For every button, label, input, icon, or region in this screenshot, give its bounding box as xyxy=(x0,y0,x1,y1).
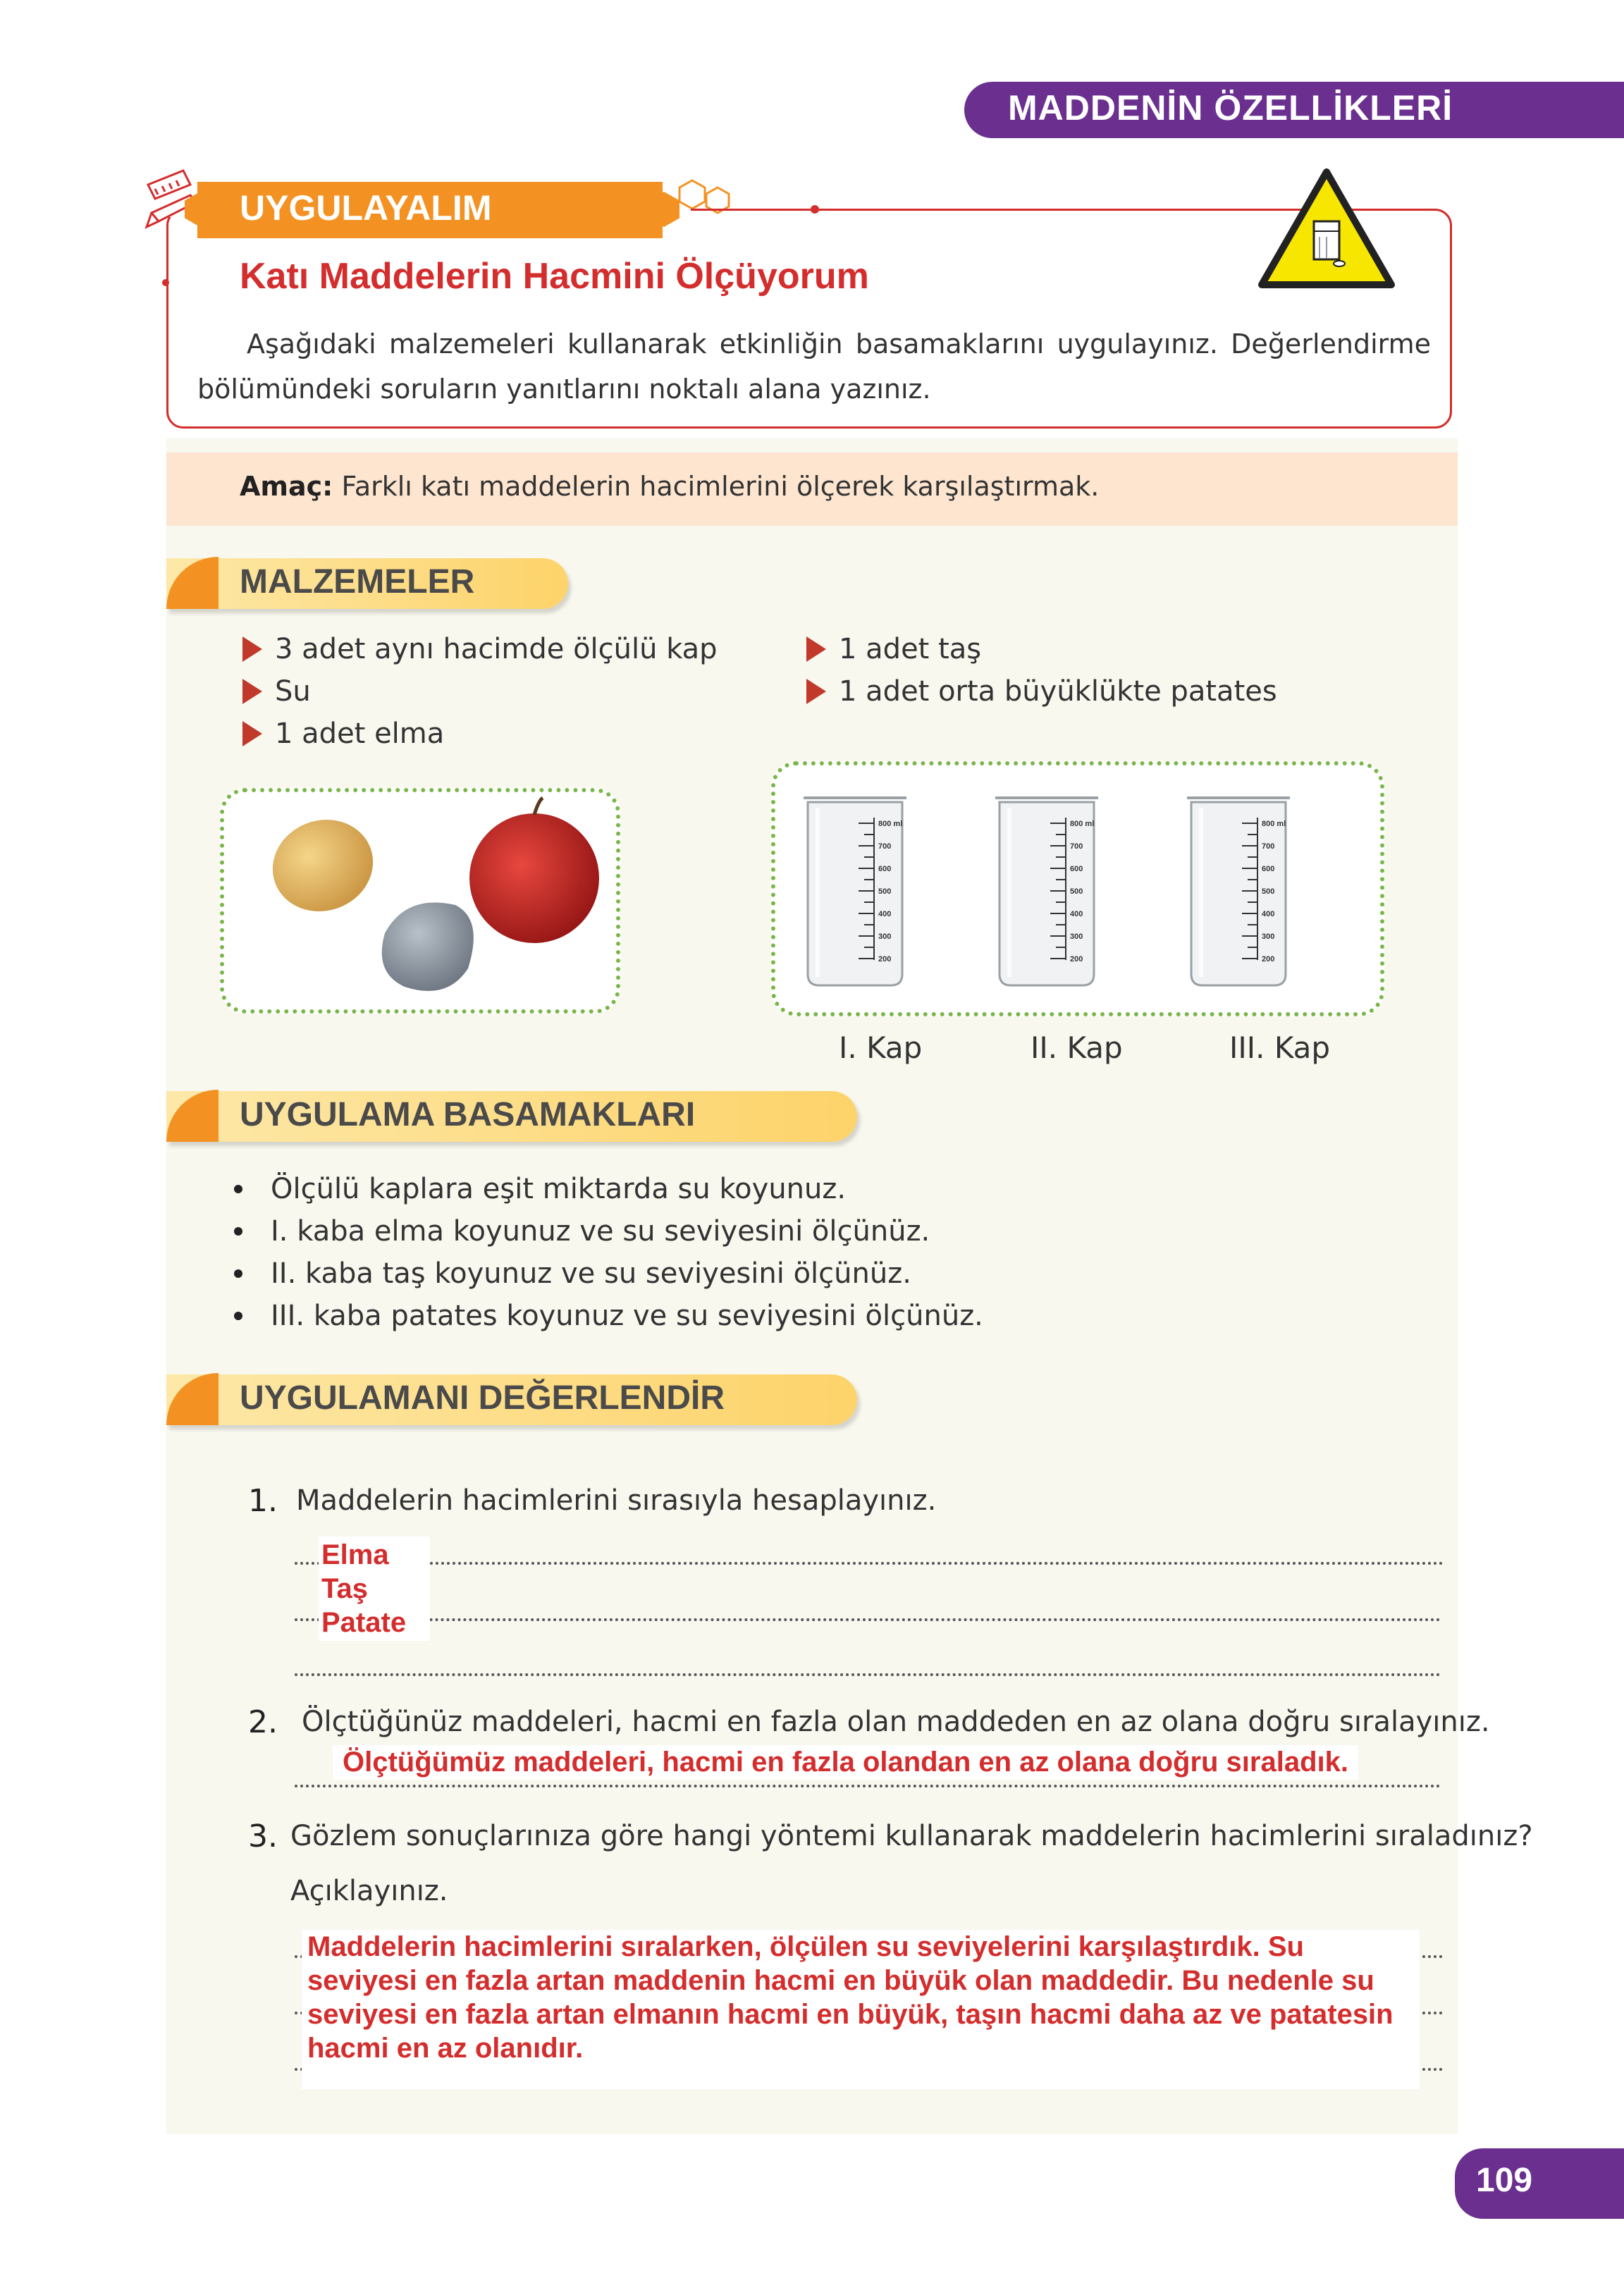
aim-label: Amaç: xyxy=(240,471,333,502)
connector-line xyxy=(691,209,811,211)
step-item: II. kaba taş koyunuz ve su seviyesini ölçünüz. xyxy=(234,1257,911,1290)
question-text-continued: Açıklayınız. xyxy=(290,1875,448,1907)
answer-q2: Ölçtüğümüz maddeleri, hacmi en fazla olandan en az olana doğru sıraladık. xyxy=(333,1745,1358,1780)
connector-dot xyxy=(162,279,169,286)
aim-content: Farklı katı maddelerin hacimlerini ölçerek karşılaştırmak. xyxy=(341,471,1100,502)
answer-q1: Elma Taş Patate xyxy=(319,1537,430,1641)
step-item: III. kaba patates koyunuz ve su seviyesini ölçünüz. xyxy=(234,1300,983,1332)
beakers-image-box xyxy=(771,761,1384,1016)
triangle-bullet-icon xyxy=(806,679,826,704)
question-number: 2. xyxy=(248,1704,278,1740)
answer-q3: Maddelerin hacimlerini sıralarken, ölçülen su seviyelerini karşılaştırdık. Su seviyesi en fazla artan maddenin hacmi en büyük olan maddedir. Bu nedenle su seviyesi en fazla artan elmanın hacmi en büyük, taşın hacmi daha az ve patatesin hacmi en az olanıdır. xyxy=(302,1930,1420,2089)
steps-title: UYGULAMA BASAMAKLARI xyxy=(240,1096,696,1133)
hex-outline-decoration xyxy=(678,178,734,220)
material-item: Su xyxy=(242,675,311,708)
beaker-label: I. Kap xyxy=(839,1030,923,1065)
bullet-icon xyxy=(234,1312,242,1320)
svg-text:800 ml: 800 ml xyxy=(878,820,903,828)
triangle-bullet-icon xyxy=(242,679,262,704)
triangle-bullet-icon xyxy=(242,636,262,662)
triangle-bullet-icon xyxy=(806,636,826,662)
aim-text xyxy=(240,471,1099,502)
activity-title: Katı Maddelerin Hacmini Ölçüyorum xyxy=(240,256,869,297)
svg-text:300: 300 xyxy=(878,932,892,941)
answer-line xyxy=(295,1562,1444,1565)
page-number: 109 xyxy=(1476,2162,1533,2199)
beaker-label: III. Kap xyxy=(1229,1030,1331,1065)
potato-apple-stone-image xyxy=(224,792,616,1009)
bullet-icon xyxy=(234,1227,242,1236)
beaker-icon xyxy=(804,798,906,985)
svg-text:700: 700 xyxy=(878,842,892,851)
question-text: Ölçtüğünüz maddeleri, hacmi en fazla olan maddeden en az olana doğru sıralayınız. xyxy=(302,1706,1490,1738)
material-item: 1 adet elma xyxy=(242,718,444,750)
triangle-bullet-icon xyxy=(242,721,262,746)
material-item: 1 adet taş xyxy=(806,633,981,665)
evaluate-title: UYGULAMANI DEĞERLENDİR xyxy=(240,1379,725,1417)
food-image-box xyxy=(220,788,620,1014)
material-item: 1 adet orta büyüklükte patates xyxy=(806,675,1277,708)
beaker-label: II. Kap xyxy=(1031,1030,1123,1065)
unit-title: MADDENİN ÖZELLİKLERİ xyxy=(1008,88,1453,128)
answer-line xyxy=(295,1673,1441,1676)
warning-sign-icon xyxy=(1256,166,1397,290)
step-item: Ölçülü kaplara eşit miktarda su koyunuz. xyxy=(234,1173,846,1205)
question-number: 1. xyxy=(248,1483,278,1519)
question-number: 3. xyxy=(248,1818,278,1854)
uygulayalim-title: UYGULAYALIM xyxy=(240,188,492,228)
beakers-image xyxy=(775,765,1380,1012)
activity-intro: Aşağıdaki malzemeleri kullanarak etkinliğin basamaklarını uygulayınız. Değerlendirme bölümündeki soruların yanıtlarını noktalı alana yazınız. xyxy=(197,328,1431,405)
bullet-icon xyxy=(234,1185,242,1193)
answer-line xyxy=(295,1785,1441,1787)
step-item: I. kaba elma koyunuz ve su seviyesini ölçünüz. xyxy=(234,1215,930,1248)
svg-text:400: 400 xyxy=(878,910,892,918)
material-item: 3 adet aynı hacimde ölçülü kap xyxy=(242,633,718,665)
svg-text:600: 600 xyxy=(878,865,892,873)
question-text: Maddelerin hacimlerini sırasıyla hesaplayınız. xyxy=(296,1484,937,1517)
materials-title: MALZEMELER xyxy=(240,563,475,601)
svg-text:200: 200 xyxy=(878,955,892,964)
connector-dot xyxy=(811,205,819,214)
answer-line xyxy=(295,1618,1441,1621)
question-text: Gözlem sonuçlarınıza göre hangi yöntemi kullanarak maddelerin hacimlerini sıraladınız? xyxy=(290,1820,1533,1852)
bullet-icon xyxy=(234,1269,242,1278)
svg-text:500: 500 xyxy=(878,887,892,896)
